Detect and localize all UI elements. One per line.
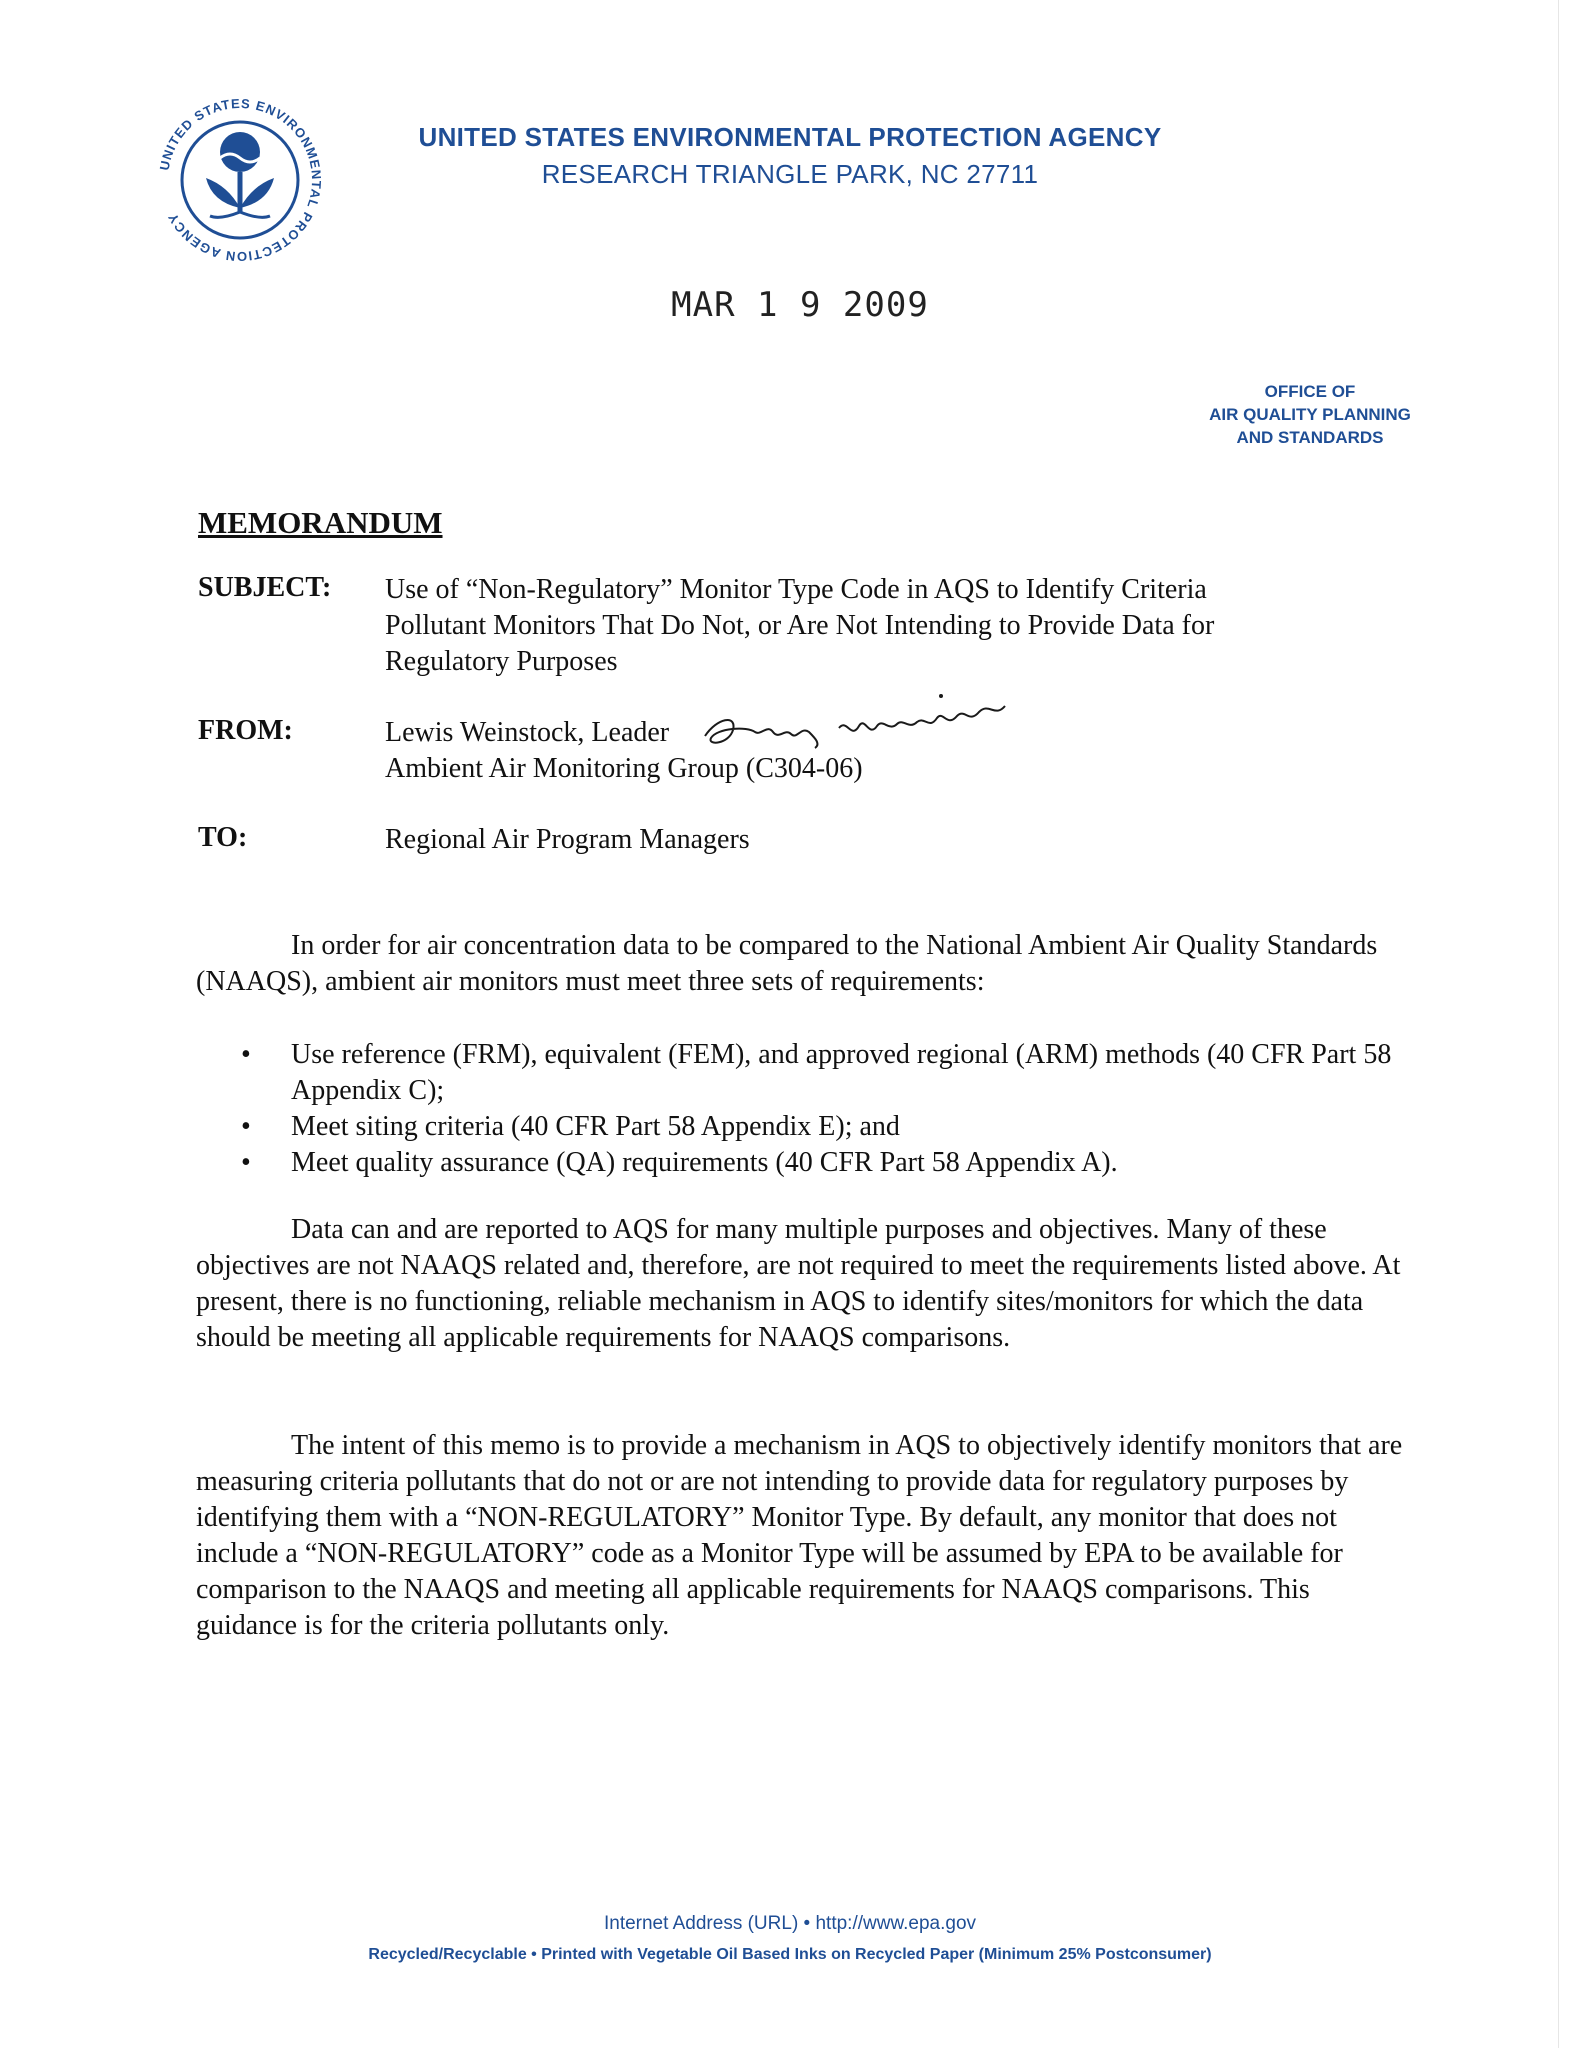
from-label: FROM: <box>198 715 293 746</box>
list-item-text: Meet siting criteria (40 CFR Part 58 Appendix E); and <box>291 1111 900 1142</box>
body-paragraph-3: The intent of this memo is to provide a mechanism in AQS to objectively identify monitors that are measuring criteria pollutants that do not or are not intending to provide data for regulatory purposes by identifying them with a “NON-REGULATORY” Monitor Type. By default, any monitor that does not include a “NON-REGULATORY” code as a Monitor Type will be assumed by EPA to be available for comparison to the NAAQS and meeting all applicable requirements for NAAQS comparisons. This guidance is for the criteria pollutants only. <box>196 1430 1403 1641</box>
office-line: AIR QUALITY PLANNING <box>1209 405 1411 424</box>
list-item <box>196 1037 1396 1109</box>
from-group: Ambient Air Monitoring Group (C304-06) <box>385 753 863 784</box>
bullet-dot: • <box>241 1039 251 1070</box>
agency-address: RESEARCH TRIANGLE PARK, NC 27711 <box>541 159 1039 189</box>
to-value: Regional Air Program Managers <box>385 824 750 855</box>
subject-value <box>385 572 1385 680</box>
office-line: OFFICE OF <box>1264 382 1356 401</box>
date-stamp: MAR 1 9 2009 <box>671 285 929 325</box>
list-item-text: Use reference (FRM), equivalent (FEM), and approved regional (ARM) methods (40 CFR Part 58 Appendix C); <box>291 1039 1392 1106</box>
office-block <box>1180 380 1440 449</box>
footer-recycled-notice: Recycled/Recyclable • Printed with Vegetable Oil Based Inks on Recycled Paper (Minimum 25% Postconsumer) <box>368 1946 1212 1963</box>
memo-title: MEMORANDUM <box>198 505 443 540</box>
to-label: TO: <box>198 822 248 853</box>
requirements-list <box>196 1037 1396 1181</box>
office-line: AND STANDARDS <box>1236 428 1384 447</box>
bullet-dot: • <box>241 1111 251 1142</box>
letterhead <box>380 122 1200 190</box>
subject-line: Use of “Non-Regulatory” Monitor Type Code in AQS to Identify Criteria <box>385 574 1207 605</box>
body-paragraph-2: Data can and are reported to AQS for many multiple purposes and objectives. Many of these objectives are not NAAQS related and, therefore, are not required to meet the requirements listed above. At present, there is no functioning, reliable mechanism in AQS to identify sites/monitors for which the data should be meeting all applicable requirements for NAAQS comparisons. <box>196 1214 1401 1353</box>
body-paragraph-1: In order for air concentration data to be compared to the National Ambient Air Quality Standards (NAAQS), ambient air monitors must meet three sets of requirements: <box>196 930 1378 997</box>
subject-line: Pollutant Monitors That Do Not, or Are Not Intending to Provide Data for <box>385 610 1215 641</box>
footer-internet-address: Internet Address (URL) • http://www.epa.gov <box>603 1913 977 1934</box>
subject-line: Regulatory Purposes <box>385 646 618 677</box>
handwritten-signature <box>697 688 1027 758</box>
from-name: Lewis Weinstock, Leader <box>385 717 670 748</box>
list-item <box>196 1109 1396 1145</box>
scan-edge-divider <box>1558 0 1559 2048</box>
agency-name: UNITED STATES ENVIRONMENTAL PROTECTION AGENCY <box>418 122 1162 152</box>
subject-label: SUBJECT: <box>198 572 332 603</box>
svg-text:UNITED STATES ENVIRONMENTAL PR: UNITED STATES ENVIRONMENTAL PROTECTION AGENCY <box>156 95 325 265</box>
list-item-text: Meet quality assurance (QA) requirements (40 CFR Part 58 Appendix A). <box>291 1147 1118 1178</box>
bullet-dot: • <box>241 1147 251 1178</box>
epa-seal-logo <box>150 90 330 270</box>
list-item <box>196 1145 1396 1181</box>
